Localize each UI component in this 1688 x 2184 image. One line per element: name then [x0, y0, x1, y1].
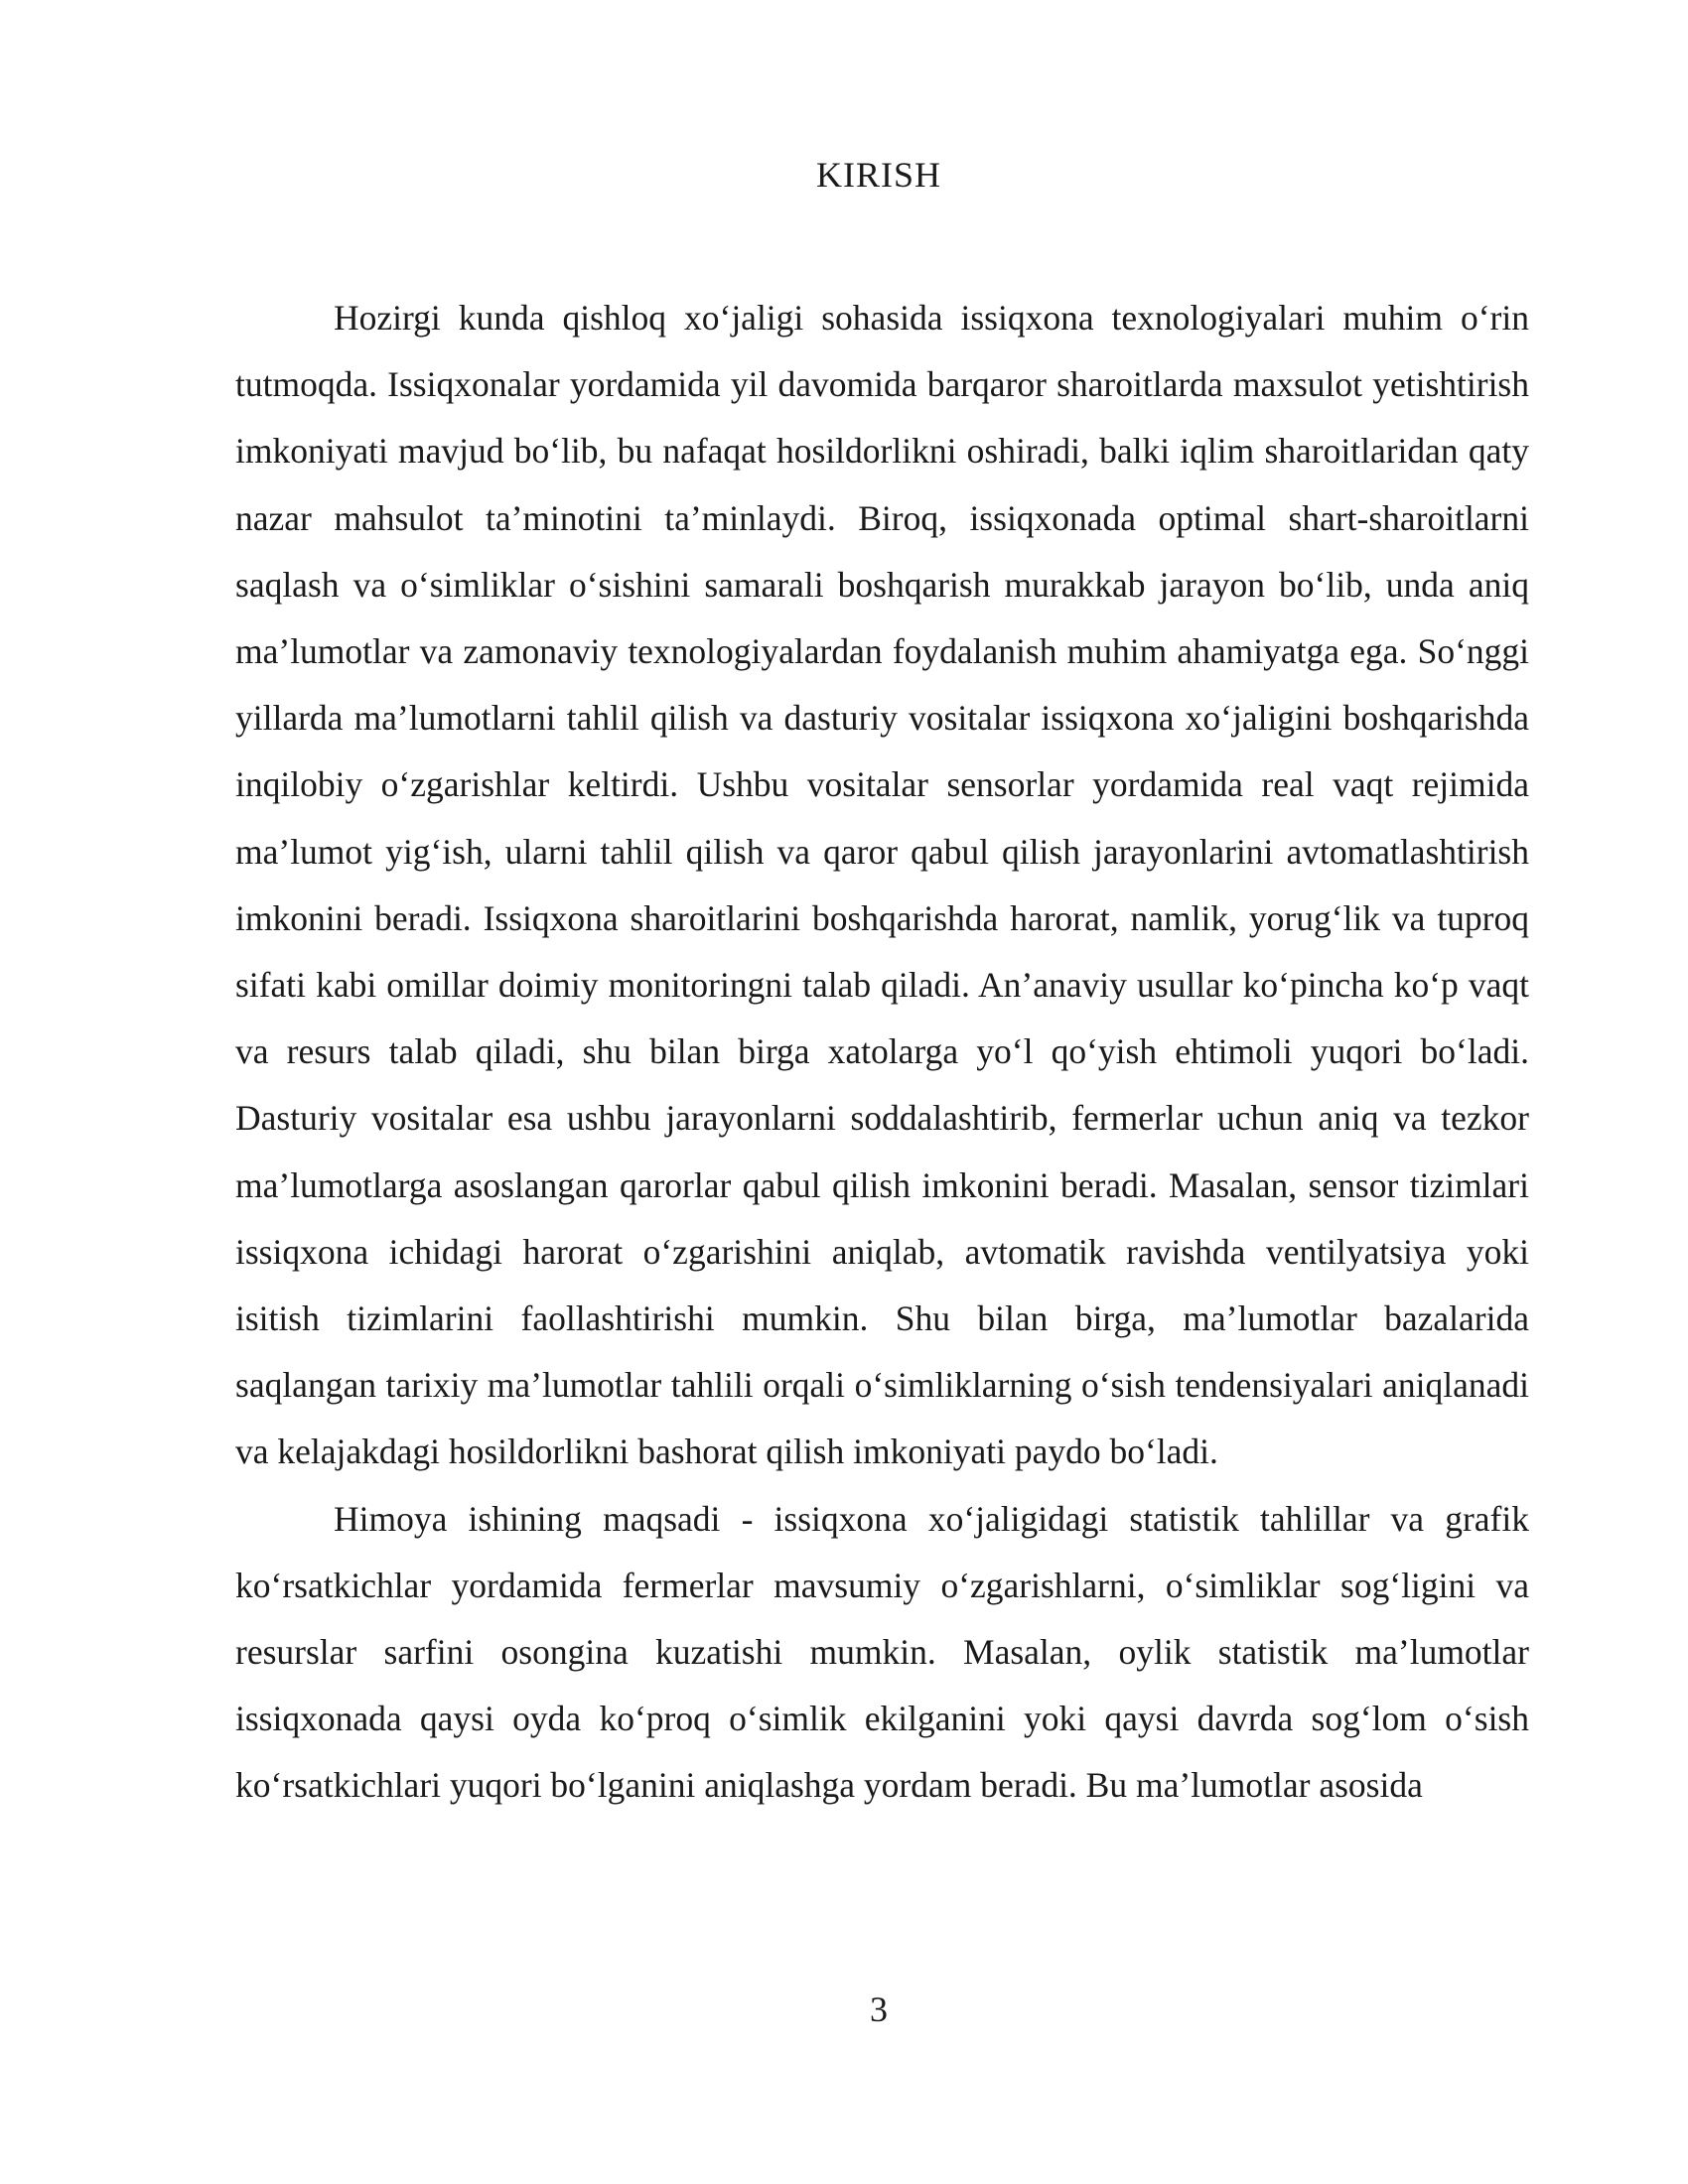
paragraph-goal: Himoya ishining maqsadi - issiqxona xo‘jaligidagi statistik tahlillar va grafik ko‘rsatkichlar yordamida fermerlar mavsumiy o‘zgarishlarni, o‘simliklar sog‘ligini va resurslar sarfini osongina kuzatishi mumkin. Masalan, oylik statistik ma’lumotlar issiqxonada qaysi oyda ko‘proq o‘simlik ekilganini yoki qaysi davrda sog‘lom o‘sish ko‘rsatkichlari yuqori bo‘lganini aniqlashga yordam beradi. Bu ma’lumotlar asosida [235, 1498, 1529, 1806]
page-title: KIRISH [815, 155, 941, 195]
body-text [235, 285, 1529, 1820]
page-number: 3 [870, 1989, 888, 2029]
paragraph-intro: Hozirgi kunda qishloq xo‘jaligi sohasida issiqxona texnologiyalari muhim o‘rin tutmoqda. Issiqxonalar yordamida yil davomida barqaror sharoitlarda maxsulot yetishtirish imkoniyati mavjud bo‘lib, bu nafaqat hosildorlikni oshiradi, balki iqlim sharoitlaridan qaty nazar mahsulot ta’minotini ta’minlaydi. Biroq, issiqxonada optimal shart-sharoitlarni saqlash va o‘simliklar o‘sishini samarali boshqarish murakkab jarayon bo‘lib, unda aniq ma’lumotlar va zamonaviy texnologiyalardan foydalanish muhim ahamiyatga ega. So‘nggi yillarda ma’lumotlarni tahlil qilish va dasturiy vositalar issiqxona xo‘jaligini boshqarishda inqilobiy o‘zgarishlar keltirdi. Ushbu vositalar sensorlar yordamida real vaqt rejimida ma’lumot yig‘ish, ularni tahlil qilish va qaror qabul qilish jarayonlarini avtomatlashtirish imkonini beradi. Issiqxona sharoitlarini boshqarishda harorat, namlik, yorug‘lik va tuproq sifati kabi omillar doimiy monitoringni talab qiladi. An’anaviy usullar ko‘pincha ko‘p vaqt va resurs talab qiladi, shu bilan birga xatolarga yo‘l qo‘yish ehtimoli yuqori bo‘ladi. Dasturiy vositalar esa ushbu jarayonlarni soddalashtirib, fermerlar uchun aniq va tezkor ma’lumotlarga asoslangan qarorlar qabul qilish imkonini beradi. Masalan, sensor tizimlari issiqxona ichidagi harorat o‘zgarishini aniqlab, avtomatik ravishda ventilyatsiya yoki isitish tizimlarini faollashtirishi mumkin. Shu bilan birga, ma’lumotlar bazalarida saqlangan tarixiy ma’lumotlar tahlili orqali o‘simliklarning o‘sish tendensiyalari aniqlanadi va kelajakdagi hosildorlikni bashorat qilish imkoniyati paydo bo‘ladi. [235, 298, 1529, 1472]
